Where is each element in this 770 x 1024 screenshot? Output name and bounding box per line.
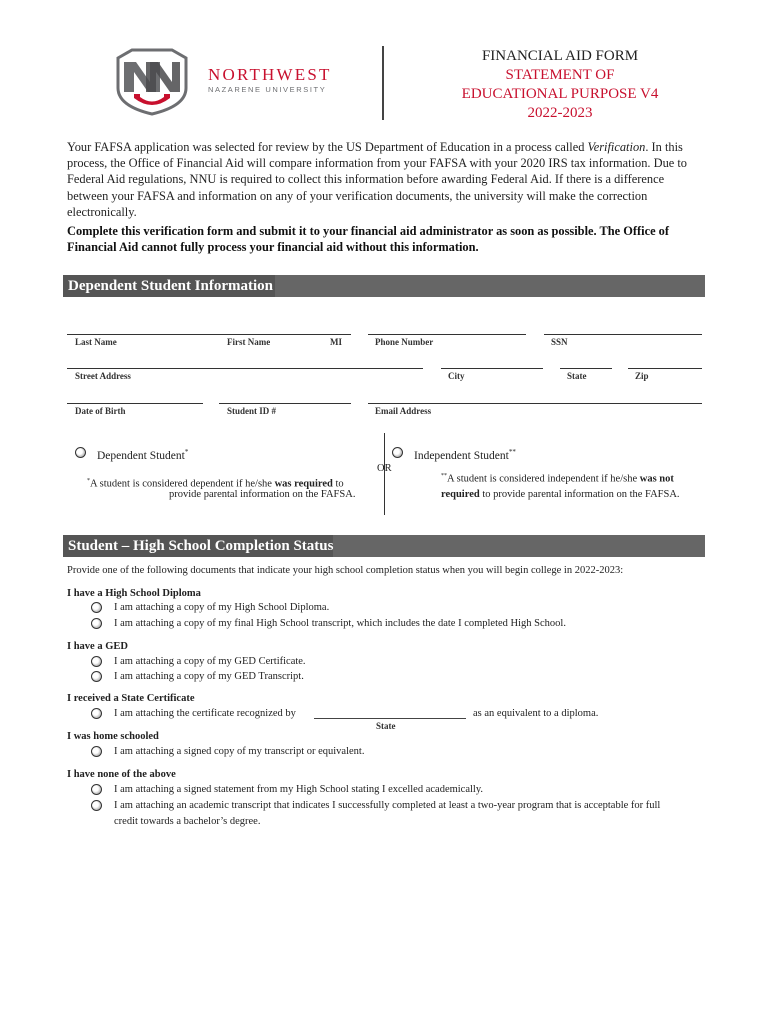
street-field-line[interactable] <box>67 368 423 369</box>
email-field-line[interactable] <box>368 403 702 404</box>
dependent-note-line2: provide parental information on the FAFSA. <box>169 489 356 500</box>
ged-heading: I have a GED <box>67 641 128 652</box>
intro-paragraph: Your FAFSA application was selected for review by the US Department of Education in a process called Verification. In this process, the Office of Financial Aid will compare information from your FAFSA with your 2020 IRS tax information. Due to Federal Aid regulations, NNU is required to collect this information before awarding Federal Aid. If there is a difference between your FAFSA and information on any of your verification documents, the university will make the correction electronically. <box>67 140 688 219</box>
state-cert-heading: I received a State Certificate <box>67 693 195 704</box>
last-name-label: Last Name <box>75 337 117 347</box>
dependent-note-line1: *A student is considered dependent if he/she was required to <box>87 478 344 490</box>
ged-certificate-option: I am attaching a copy of my GED Certificate. <box>114 656 306 667</box>
state-cert-radio[interactable] <box>91 708 102 719</box>
state-field-line[interactable] <box>560 368 612 369</box>
state-cert-suffix: as an equivalent to a diploma. <box>473 708 599 719</box>
mi-label: MI <box>330 337 342 347</box>
hs-prompt: Provide one of the following documents that indicate your high school completion status when you will begin college in 2022-2023: <box>67 565 624 576</box>
ged-transcript-option: I am attaching a copy of my GED Transcript. <box>114 671 304 682</box>
nnu-shield-icon <box>110 48 350 116</box>
zip-field-line[interactable] <box>628 368 702 369</box>
none-transcript-option: I am attaching an academic transcript that indicates I successfully completed at least a two-year program that is acceptable for full <box>114 800 661 811</box>
independent-note-line1: **A student is considered independent if he/she was not <box>441 473 674 485</box>
nnu-logo <box>110 48 350 116</box>
none-transcript-radio[interactable] <box>91 800 102 811</box>
independent-label: Independent Student** <box>414 448 516 462</box>
title-line4: 2022-2023 <box>527 105 593 121</box>
none-heading: I have none of the above <box>67 769 176 780</box>
or-text: OR <box>377 463 392 474</box>
ged-transcript-radio[interactable] <box>91 671 102 682</box>
header-divider <box>382 46 384 120</box>
title-line3: EDUCATIONAL PURPOSE V4 <box>461 86 659 102</box>
ssn-label: SSN <box>551 337 568 347</box>
ssn-field-line[interactable] <box>544 334 702 335</box>
dob-label: Date of Birth <box>75 406 126 416</box>
none-statement-radio[interactable] <box>91 784 102 795</box>
dependent-label: Dependent Student* <box>97 448 189 462</box>
hs-transcript-option: I am attaching a copy of my final High School transcript, which includes the date I completed High School. <box>114 618 566 629</box>
student-id-label: Student ID # <box>227 406 277 416</box>
home-school-heading: I was home schooled <box>67 731 159 742</box>
title-line1: FINANCIAL AID FORM <box>481 48 639 64</box>
hs-diploma-option: I am attaching a copy of my High School Diploma. <box>114 602 330 613</box>
city-label: City <box>448 371 465 381</box>
verification-term: Verification <box>587 140 646 154</box>
zip-label: Zip <box>635 371 649 381</box>
dependent-radio[interactable] <box>75 447 86 458</box>
state-cert-blank-label: State <box>376 721 396 731</box>
phone-label: Phone Number <box>375 337 434 347</box>
email-label: Email Address <box>375 406 432 416</box>
dependent-section-header: Dependent Student Information <box>63 275 705 297</box>
hs-diploma-radio[interactable] <box>91 602 102 613</box>
form-title <box>440 47 680 123</box>
student-id-field-line[interactable] <box>219 403 351 404</box>
independent-note-line2: required to provide parental information on the FAFSA. <box>441 489 680 500</box>
state-label: State <box>567 371 587 381</box>
phone-field-line[interactable] <box>368 334 526 335</box>
hs-transcript-radio[interactable] <box>91 618 102 629</box>
none-transcript-continuation: credit towards a bachelor’s degree. <box>114 816 261 827</box>
first-name-label: First Name <box>227 337 271 347</box>
hs-section-header: Student – High School Completion Status <box>63 535 705 557</box>
state-cert-option: I am attaching the certificate recognized by <box>114 708 296 719</box>
hs-diploma-heading: I have a High School Diploma <box>67 588 201 599</box>
intro-instruction: Complete this verification form and submit it to your financial aid administrator as soon as possible. The Office of Financial Aid cannot fully process your financial aid without this information. <box>67 224 669 255</box>
none-statement-option: I am attaching a signed statement from my High School stating I excelled academically. <box>114 784 484 795</box>
city-field-line[interactable] <box>441 368 543 369</box>
home-school-radio[interactable] <box>91 746 102 757</box>
street-label: Street Address <box>75 371 131 381</box>
independent-radio[interactable] <box>392 447 403 458</box>
home-school-option: I am attaching a signed copy of my transcript or equivalent. <box>114 746 365 757</box>
logo-sub: NAZARENE UNIVERSITY <box>208 85 327 94</box>
state-cert-blank[interactable] <box>314 718 466 719</box>
logo-name: NORTHWEST <box>208 65 332 84</box>
title-line2: STATEMENT OF <box>505 67 615 83</box>
name-field-line[interactable] <box>67 334 351 335</box>
ged-certificate-radio[interactable] <box>91 656 102 667</box>
dob-field-line[interactable] <box>67 403 203 404</box>
